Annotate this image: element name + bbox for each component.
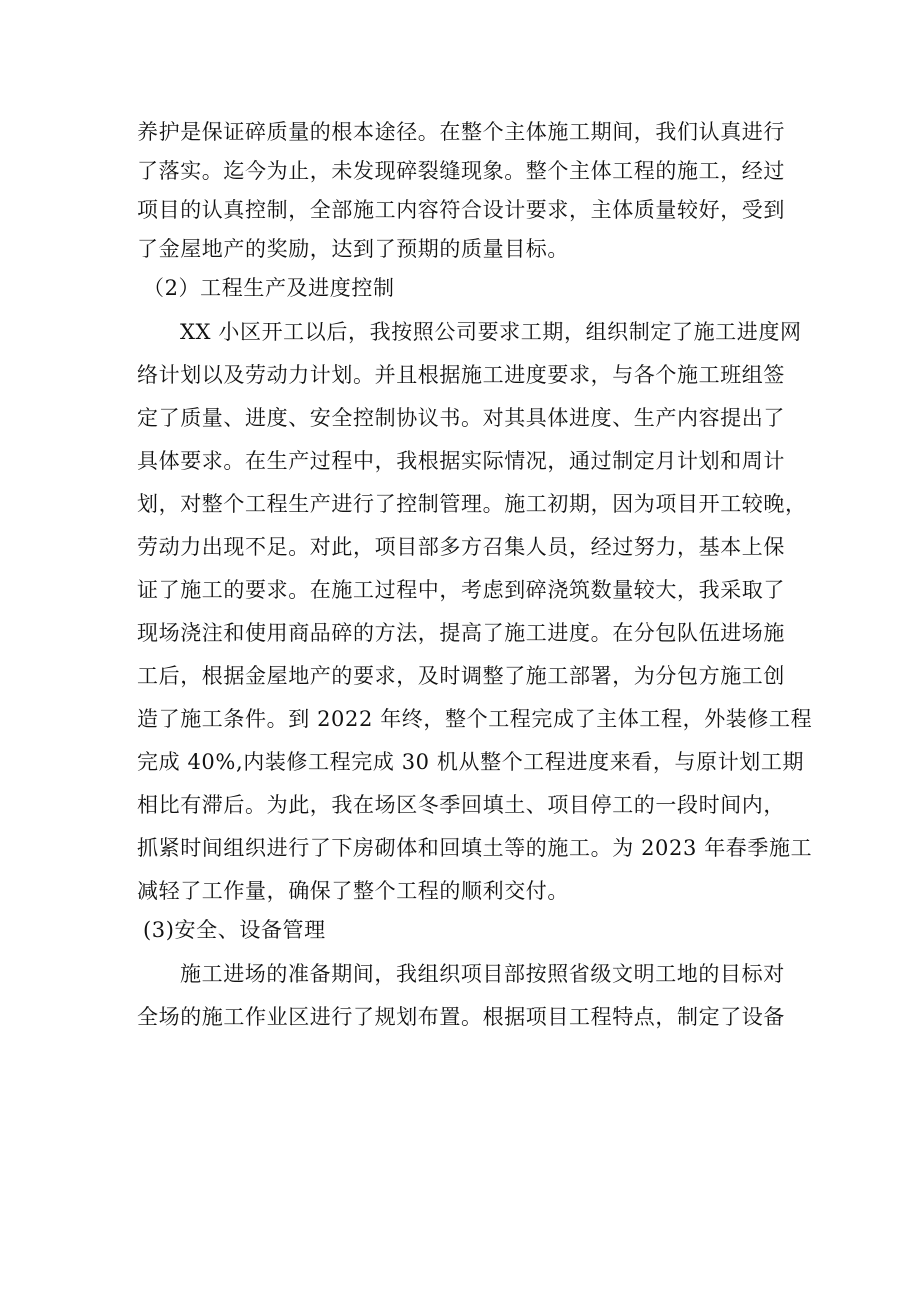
paragraph-1-line-4: 了金屋地产的奖励，达到了预期的质量目标。 [137, 237, 569, 261]
section-heading-3: (3)安全、设备管理 [143, 918, 326, 942]
paragraph-2-line-14: 减轻了工作量，确保了整个工程的顺利交付。 [137, 879, 569, 903]
paragraph-2-line-4: 具体要求。在生产过程中，我根据实际情况，通过制定月计划和周计 [137, 449, 785, 473]
paragraph-1-line-1: 养护是保证碎质量的根本途径。在整个主体施工期间，我们认真进行 [137, 120, 785, 144]
paragraph-2-line-1: XX 小区开工以后，我按照公司要求工期，组织制定了施工进度网 [180, 320, 802, 344]
paragraph-1-line-3: 项目的认真控制，全部施工内容符合设计要求，主体质量较好，受到 [137, 198, 785, 222]
paragraph-2-line-10: 造了施工条件。到 2022 年终，整个工程完成了主体工程，外装修工程 [137, 707, 813, 731]
section-heading-2: （2）工程生产及进度控制 [143, 276, 395, 300]
paragraph-2-line-9: 工后，根据金屋地产的要求，及时调整了施工部署，为分包方施工创 [137, 664, 785, 688]
paragraph-2-line-11: 完成 40%,内装修工程完成 30 机从整个工程进度来看，与原计划工期 [137, 750, 805, 774]
paragraph-2-line-8: 现场浇注和使用商品碎的方法，提高了施工进度。在分包队伍进场施 [137, 621, 785, 645]
paragraph-2-line-5: 划，对整个工程生产进行了控制管理。施工初期，因为项目开工较晚， [137, 492, 807, 516]
paragraph-2-line-3: 定了质量、进度、安全控制协议书。对其具体进度、生产内容提出了 [137, 406, 785, 430]
paragraph-2-line-2: 络计划以及劳动力计划。并且根据施工进度要求，与各个施工班组签 [137, 363, 785, 387]
paragraph-3-line-1: 施工进场的准备期间，我组织项目部按照省级文明工地的目标对 [180, 962, 785, 986]
paragraph-2-line-6: 劳动力出现不足。对此，项目部多方召集人员，经过努力，基本上保 [137, 535, 785, 559]
paragraph-3-line-2: 全场的施工作业区进行了规划布置。根据项目工程特点，制定了设备 [137, 1005, 785, 1029]
paragraph-2-line-13: 抓紧时间组织进行了下房砌体和回填土等的施工。为 2023 年春季施工 [137, 836, 813, 860]
paragraph-2-line-7: 证了施工的要求。在施工过程中，考虑到碎浇筑数量较大，我采取了 [137, 578, 785, 602]
paragraph-2-line-12: 相比有滞后。为此，我在场区冬季回填土、项目停工的一段时间内， [137, 793, 785, 817]
paragraph-1-line-2: 了落实。迄今为止，未发现碎裂缝现象。整个主体工程的施工，经过 [137, 159, 785, 183]
